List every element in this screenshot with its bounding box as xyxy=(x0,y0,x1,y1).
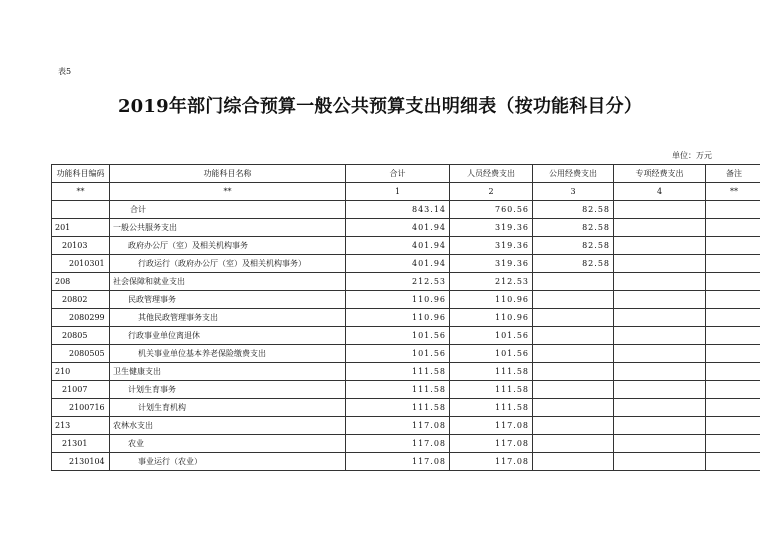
index-name: ** xyxy=(110,183,346,201)
index-special: 4 xyxy=(614,183,706,201)
table-row xyxy=(52,381,760,399)
cell-total: 117.08 xyxy=(346,417,450,435)
cell-code: 20103 xyxy=(52,237,110,255)
cell-note xyxy=(706,399,760,417)
table-row xyxy=(52,453,760,471)
cell-note xyxy=(706,201,760,219)
cell-personnel: 212.53 xyxy=(450,273,533,291)
header-code: 功能科目编码 xyxy=(52,165,110,183)
cell-code: 213 xyxy=(52,417,110,435)
cell-total: 101.56 xyxy=(346,345,450,363)
unit-label: 单位：万元 xyxy=(672,151,712,160)
table-row xyxy=(52,219,760,237)
cell-name: 行政运行（政府办公厅（室）及相关机构事务） xyxy=(110,255,346,273)
cell-total: 110.96 xyxy=(346,291,450,309)
cell-special xyxy=(614,435,706,453)
index-code: ** xyxy=(52,183,110,201)
header-row xyxy=(52,165,760,183)
cell-total: 111.58 xyxy=(346,381,450,399)
cell-public: 82.58 xyxy=(533,237,614,255)
cell-public xyxy=(533,309,614,327)
cell-name: 民政管理事务 xyxy=(110,291,346,309)
cell-personnel: 101.56 xyxy=(450,327,533,345)
cell-public xyxy=(533,453,614,471)
cell-name: 政府办公厅（室）及相关机构事务 xyxy=(110,237,346,255)
header-note: 备注 xyxy=(706,165,760,183)
cell-note xyxy=(706,309,760,327)
header-public: 公用经费支出 xyxy=(533,165,614,183)
cell-special xyxy=(614,399,706,417)
cell-note xyxy=(706,417,760,435)
cell-name: 事业运行（农业） xyxy=(110,453,346,471)
cell-public xyxy=(533,399,614,417)
cell-code: 20805 xyxy=(52,327,110,345)
cell-personnel: 111.58 xyxy=(450,381,533,399)
cell-total: 117.08 xyxy=(346,435,450,453)
cell-public xyxy=(533,273,614,291)
cell-personnel: 319.36 xyxy=(450,219,533,237)
cell-total: 101.56 xyxy=(346,327,450,345)
cell-personnel: 111.58 xyxy=(450,399,533,417)
cell-code: 2010301 xyxy=(52,255,110,273)
cell-note xyxy=(706,291,760,309)
cell-special xyxy=(614,201,706,219)
table-row xyxy=(52,201,760,219)
cell-personnel: 110.96 xyxy=(450,291,533,309)
cell-personnel: 110.96 xyxy=(450,309,533,327)
cell-total: 843.14 xyxy=(346,201,450,219)
cell-note xyxy=(706,255,760,273)
cell-name: 农业 xyxy=(110,435,346,453)
cell-special xyxy=(614,381,706,399)
cell-name: 其他民政管理事务支出 xyxy=(110,309,346,327)
cell-personnel: 117.08 xyxy=(450,453,533,471)
cell-code xyxy=(52,201,110,219)
cell-name: 社会保障和就业支出 xyxy=(110,273,346,291)
cell-public xyxy=(533,363,614,381)
cell-code: 21301 xyxy=(52,435,110,453)
header-personnel: 人员经费支出 xyxy=(450,165,533,183)
cell-special xyxy=(614,255,706,273)
cell-name: 农林水支出 xyxy=(110,417,346,435)
cell-total: 111.58 xyxy=(346,363,450,381)
cell-name: 计划生育事务 xyxy=(110,381,346,399)
cell-public: 82.58 xyxy=(533,255,614,273)
cell-total: 212.53 xyxy=(346,273,450,291)
page-title: 2019年部门综合预算一般公共预算支出明细表（按功能科目分） xyxy=(117,96,643,117)
header-name: 功能科目名称 xyxy=(110,165,346,183)
cell-personnel: 111.58 xyxy=(450,363,533,381)
cell-note xyxy=(706,273,760,291)
cell-note xyxy=(706,237,760,255)
cell-special xyxy=(614,345,706,363)
cell-name: 计划生育机构 xyxy=(110,399,346,417)
cell-code: 201 xyxy=(52,219,110,237)
cell-personnel: 117.08 xyxy=(450,435,533,453)
cell-special xyxy=(614,327,706,345)
cell-code: 2080505 xyxy=(52,345,110,363)
index-note: ** xyxy=(706,183,760,201)
cell-special xyxy=(614,237,706,255)
cell-total: 401.94 xyxy=(346,237,450,255)
cell-special xyxy=(614,219,706,237)
index-total: 1 xyxy=(346,183,450,201)
cell-total: 111.58 xyxy=(346,399,450,417)
cell-special xyxy=(614,453,706,471)
cell-total: 401.94 xyxy=(346,255,450,273)
table-row xyxy=(52,237,760,255)
cell-personnel: 760.56 xyxy=(450,201,533,219)
cell-code: 2080299 xyxy=(52,309,110,327)
cell-total: 117.08 xyxy=(346,453,450,471)
table-row xyxy=(52,363,760,381)
header-total: 合计 xyxy=(346,165,450,183)
index-row xyxy=(52,183,760,201)
cell-code: 21007 xyxy=(52,381,110,399)
cell-note xyxy=(706,345,760,363)
cell-note xyxy=(706,381,760,399)
table-row xyxy=(52,255,760,273)
table-row xyxy=(52,291,760,309)
table-number: 表5 xyxy=(58,67,72,76)
header-special: 专项经费支出 xyxy=(614,165,706,183)
cell-name: 机关事业单位基本养老保险缴费支出 xyxy=(110,345,346,363)
cell-personnel: 319.36 xyxy=(450,255,533,273)
cell-note xyxy=(706,219,760,237)
cell-public: 82.58 xyxy=(533,219,614,237)
cell-name: 合计 xyxy=(110,201,346,219)
index-public: 3 xyxy=(533,183,614,201)
cell-note xyxy=(706,435,760,453)
cell-code: 210 xyxy=(52,363,110,381)
cell-personnel: 319.36 xyxy=(450,237,533,255)
cell-personnel: 101.56 xyxy=(450,345,533,363)
cell-code: 208 xyxy=(52,273,110,291)
cell-special xyxy=(614,309,706,327)
cell-public xyxy=(533,345,614,363)
table-row xyxy=(52,435,760,453)
cell-special xyxy=(614,273,706,291)
cell-note xyxy=(706,363,760,381)
cell-name: 一般公共服务支出 xyxy=(110,219,346,237)
cell-code: 20802 xyxy=(52,291,110,309)
cell-note xyxy=(706,327,760,345)
table-row xyxy=(52,309,760,327)
budget-detail-table xyxy=(51,164,760,471)
cell-special xyxy=(614,291,706,309)
table-row xyxy=(52,273,760,291)
cell-name: 行政事业单位离退休 xyxy=(110,327,346,345)
cell-total: 110.96 xyxy=(346,309,450,327)
cell-public xyxy=(533,435,614,453)
cell-personnel: 117.08 xyxy=(450,417,533,435)
cell-public xyxy=(533,381,614,399)
table-row xyxy=(52,417,760,435)
cell-total: 401.94 xyxy=(346,219,450,237)
cell-name: 卫生健康支出 xyxy=(110,363,346,381)
cell-public xyxy=(533,327,614,345)
table-row xyxy=(52,345,760,363)
cell-note xyxy=(706,453,760,471)
cell-public xyxy=(533,291,614,309)
cell-public: 82.58 xyxy=(533,201,614,219)
cell-public xyxy=(533,417,614,435)
cell-special xyxy=(614,363,706,381)
cell-special xyxy=(614,417,706,435)
table-row xyxy=(52,399,760,417)
table-row xyxy=(52,327,760,345)
cell-code: 2130104 xyxy=(52,453,110,471)
cell-code: 2100716 xyxy=(52,399,110,417)
index-personnel: 2 xyxy=(450,183,533,201)
